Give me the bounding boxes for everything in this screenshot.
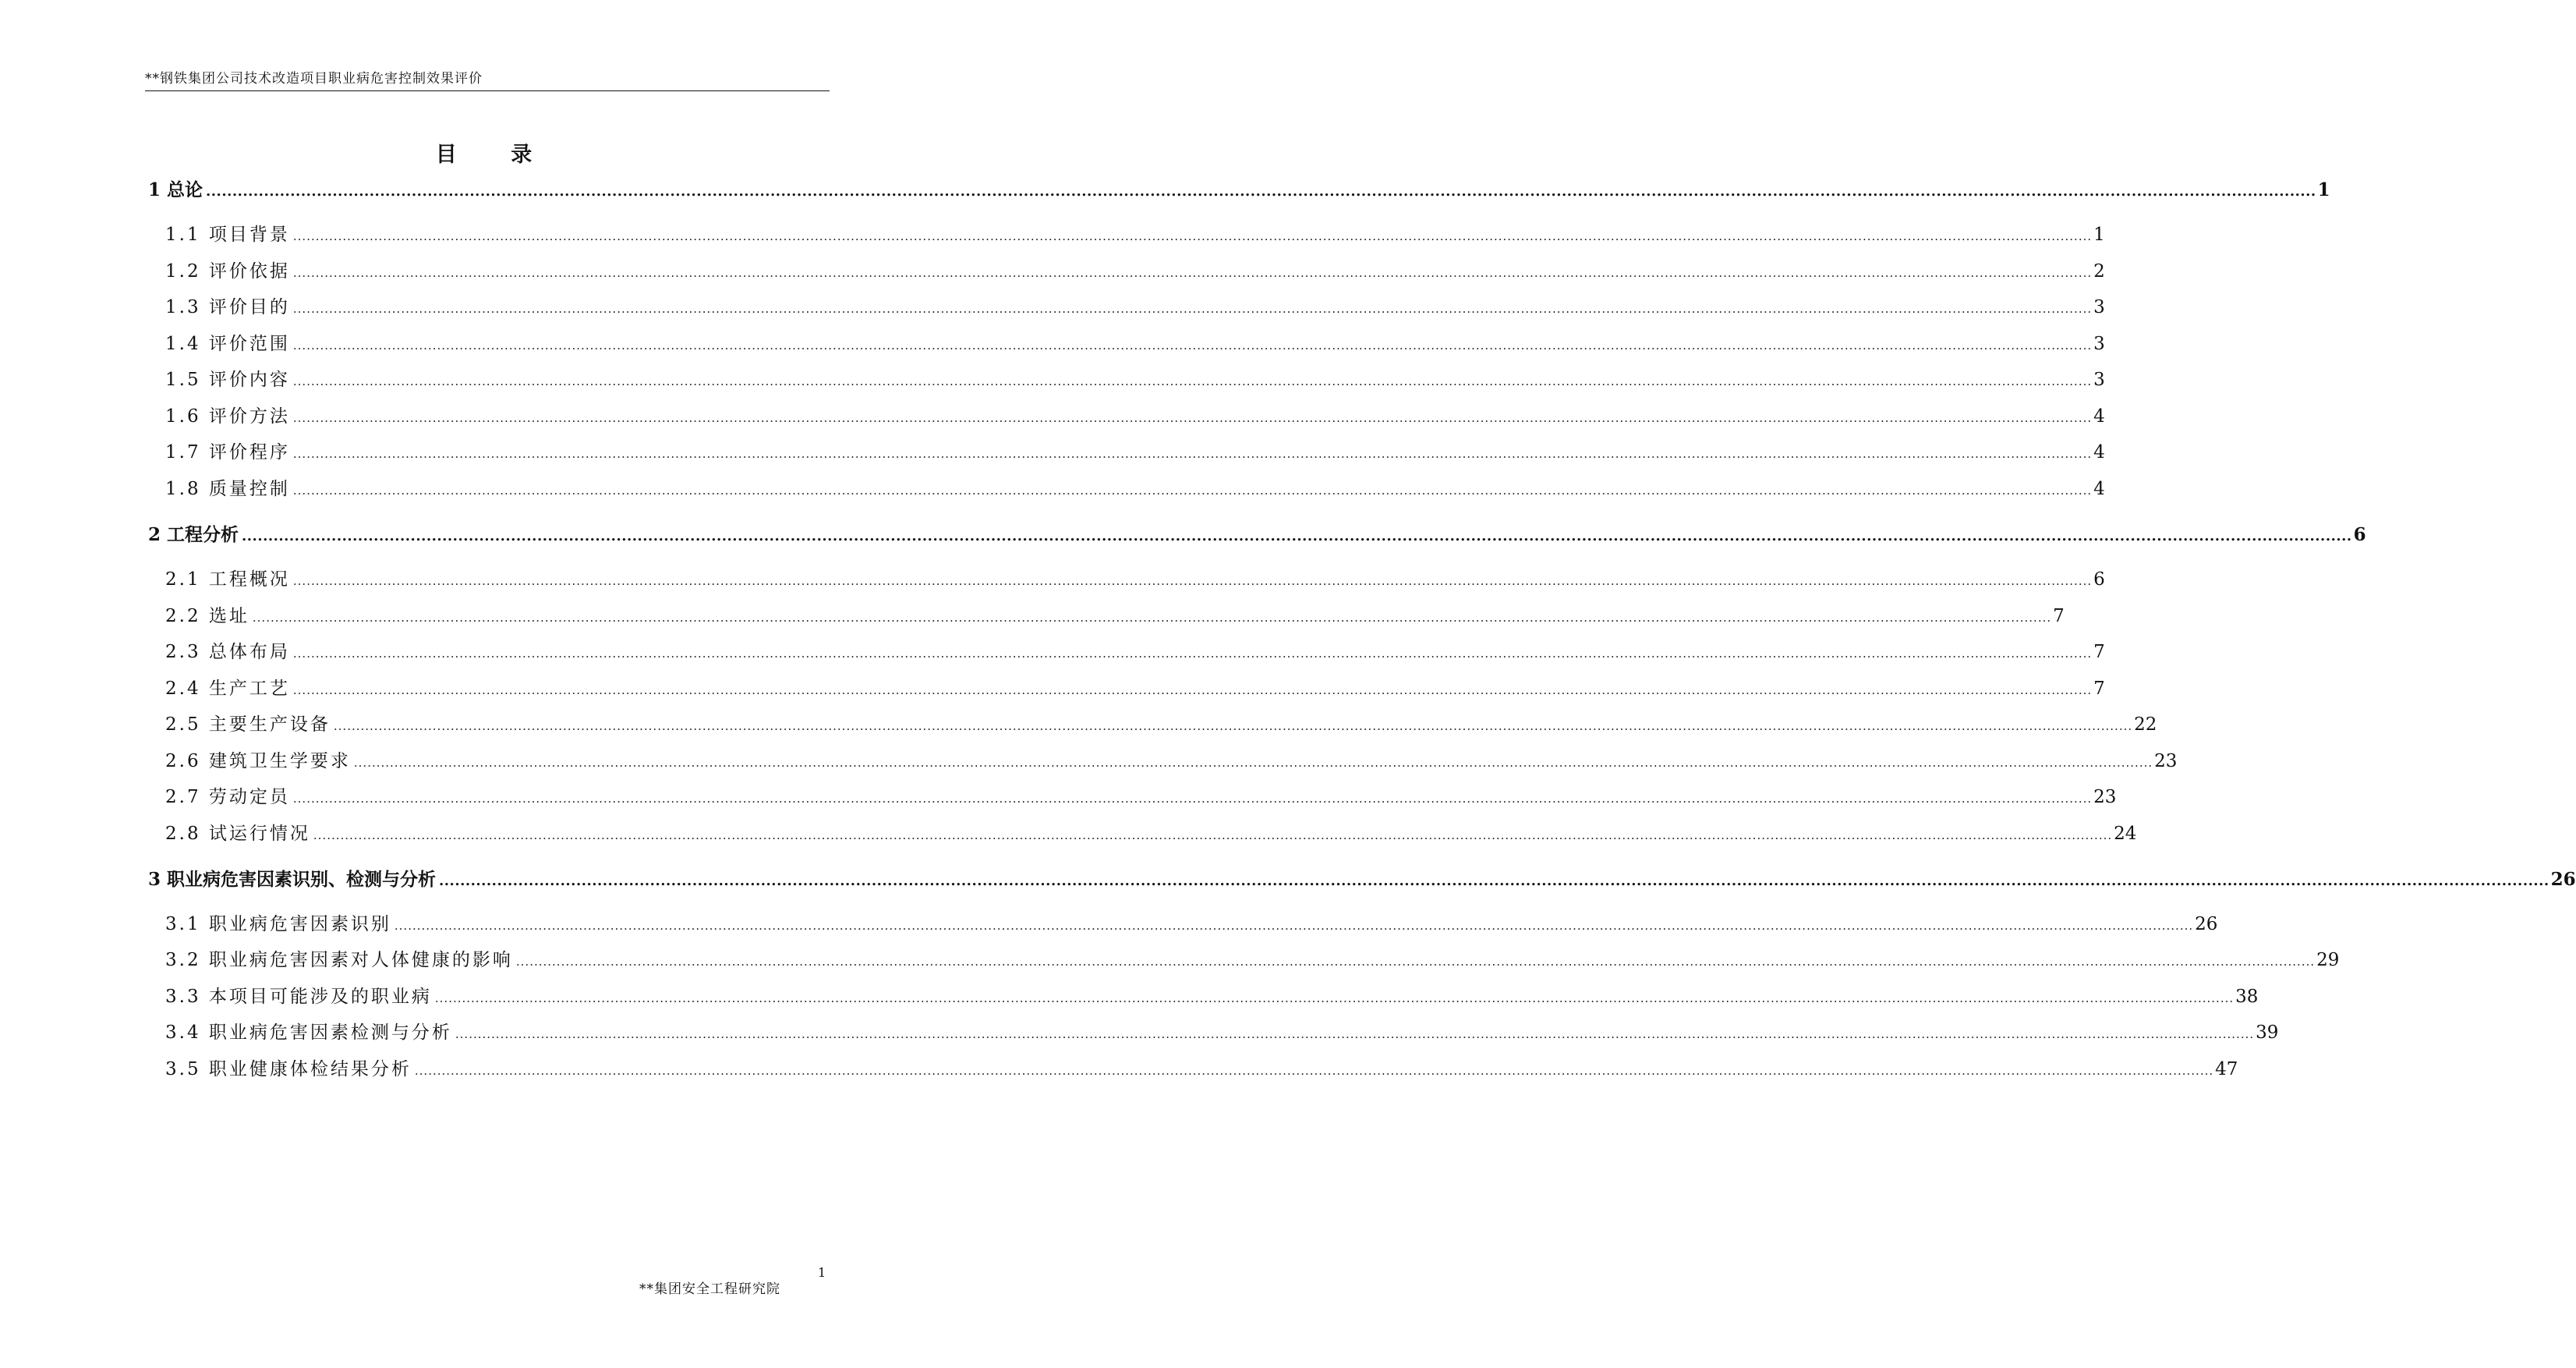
page-number: 1	[818, 1265, 826, 1280]
toc-entry-label: 3.4 职业病危害因素检测与分析	[165, 1022, 452, 1043]
toc-entry-label: 3 职业病危害因素识别、检测与分析	[148, 869, 437, 890]
toc-entry-label: 2.7 劳动定员	[165, 787, 290, 807]
dot-leader: ................................................................................................................................................................................................................................................................................................................................................................................................................	[292, 647, 2093, 661]
dot-leader: ................................................................................................................................................................................................................................................................................................................................................................................................................	[252, 611, 2052, 625]
toc-entry-label: 1.6 评价方法	[165, 406, 290, 427]
toc-section-entry[interactable]	[165, 606, 2065, 626]
toc-entry-page-number: 38	[2235, 987, 2259, 1007]
toc-entry-label: 2.6 建筑卫生学要求	[165, 751, 351, 771]
toc-entry-page-number: 1	[2317, 179, 2330, 200]
toc-entry-page-number: 6	[2353, 524, 2366, 545]
dot-leader: ................................................................................................................................................................................................................................................................................................................................................................................................................	[292, 338, 2093, 353]
toc-entry-page-number: 3	[2093, 334, 2105, 354]
toc-section-entry[interactable]	[165, 1022, 2279, 1043]
toc-entry-label: 3.5 职业健康体检结果分析	[165, 1059, 412, 1079]
toc-entry-page-number: 3	[2093, 370, 2105, 390]
dot-leader: ................................................................................................................................................................................................................................................................................................................................................................................................................	[292, 447, 2093, 461]
toc-chapter-entry[interactable]	[148, 869, 2576, 890]
toc-entry-page-number: 26	[2195, 914, 2218, 934]
toc-entry-page-number: 7	[2053, 606, 2065, 626]
dot-leader: ................................................................................................................................................................................................................................................................................................................................................................................................................	[455, 1027, 2255, 1041]
toc-entry-page-number: 22	[2134, 714, 2157, 735]
dot-leader: ................................................................................................................................................................................................................................................................................................................................................................................................................	[434, 991, 2235, 1005]
toc-section-entry[interactable]	[165, 569, 2105, 590]
dot-leader: ................................................................................................................................................................................................................................................................................................................................................................................................................	[414, 1064, 2214, 1078]
toc-entry-page-number: 47	[2215, 1059, 2238, 1079]
toc-entry-page-number: 39	[2256, 1022, 2279, 1043]
dot-leader: ................................................................................................................................................................................................................................................................................................................................................................................................................	[313, 828, 2113, 842]
dot-leader: ................................................................................................................................................................................................................................................................................................................................................................................................................	[292, 229, 2093, 243]
toc-section-entry[interactable]	[165, 987, 2259, 1007]
toc-section-entry[interactable]	[165, 1059, 2238, 1079]
toc-entry-page-number: 1	[2093, 225, 2105, 245]
toc-section-entry[interactable]	[165, 479, 2105, 499]
toc-entry-page-number: 23	[2093, 787, 2117, 807]
toc-section-entry[interactable]	[165, 370, 2105, 390]
toc-entry-label: 2.8 试运行情况	[165, 824, 310, 844]
dot-leader: ................................................................................................................................................................................................................................................................................................................................................................................................................	[353, 756, 2153, 770]
page-header	[145, 69, 830, 91]
toc-entry-page-number: 24	[2114, 824, 2137, 844]
dot-leader: ................................................................................................................................................................................................................................................................................................................................................................................................................	[292, 484, 2093, 498]
toc-entry-label: 2.4 生产工艺	[165, 679, 290, 699]
toc-entry-label: 1 总论	[148, 179, 203, 200]
dot-leader: ................................................................................................................................................................................................................................................................................................................................................................................................................	[292, 792, 2093, 806]
toc-entry-label: 3.1 职业病危害因素识别	[165, 914, 391, 934]
toc-entry-label: 1.5 评价内容	[165, 370, 290, 390]
toc-section-entry[interactable]	[165, 950, 2340, 970]
toc-entry-label: 2.5 主要生产设备	[165, 714, 331, 735]
toc-entry-label: 1.1 项目背景	[165, 225, 290, 245]
toc-entry-label: 1.4 评价范围	[165, 334, 290, 354]
dot-leader: ................................................................................................................................................................................................................................................................................................................................................................................................................	[292, 574, 2093, 588]
toc-section-entry[interactable]	[165, 261, 2105, 282]
toc-entry-label: 2.2 选址	[165, 606, 249, 626]
toc-entry-page-number: 26	[2550, 869, 2576, 890]
toc-section-entry[interactable]	[165, 334, 2105, 354]
dot-leader: ................................................................................................................................................................................................................................................................................................................................................................................................................	[206, 183, 2316, 200]
toc-entry-page-number: 7	[2093, 679, 2105, 699]
toc-section-entry[interactable]	[165, 406, 2105, 427]
toc-entry-page-number: 23	[2154, 751, 2178, 771]
toc-section-entry[interactable]	[165, 225, 2105, 245]
toc-entry-page-number: 6	[2093, 569, 2105, 590]
toc-section-entry[interactable]	[165, 751, 2178, 771]
toc-entry-page-number: 4	[2093, 406, 2105, 427]
toc-entry-page-number: 4	[2093, 442, 2105, 462]
dot-leader: ................................................................................................................................................................................................................................................................................................................................................................................................................	[242, 528, 2352, 544]
toc-section-entry[interactable]	[165, 914, 2218, 934]
toc-entry-page-number: 29	[2316, 950, 2340, 970]
dot-leader: ................................................................................................................................................................................................................................................................................................................................................................................................................	[292, 266, 2093, 280]
toc-entry-label: 1.2 评价依据	[165, 261, 290, 282]
dot-leader: ................................................................................................................................................................................................................................................................................................................................................................................................................	[394, 919, 2194, 933]
toc-entry-page-number: 2	[2093, 261, 2105, 282]
toc-title: 目 录	[435, 143, 556, 167]
toc-entry-page-number: 4	[2093, 479, 2105, 499]
toc-entry-label: 1.7 评价程序	[165, 442, 290, 462]
dot-leader: ................................................................................................................................................................................................................................................................................................................................................................................................................	[292, 302, 2093, 316]
toc-chapter-entry[interactable]	[148, 179, 2330, 200]
header-title: **钢铁集团公司技术改造项目职业病危害控制效果评价	[145, 71, 483, 87]
dot-leader: ................................................................................................................................................................................................................................................................................................................................................................................................................	[515, 955, 2316, 969]
toc-section-entry[interactable]	[165, 442, 2105, 462]
toc-entry-label: 2.1 工程概况	[165, 569, 290, 590]
toc-entry-label: 3.3 本项目可能涉及的职业病	[165, 987, 432, 1007]
footer-organization: **集团安全工程研究院	[639, 1281, 780, 1297]
dot-leader: ................................................................................................................................................................................................................................................................................................................................................................................................................	[292, 411, 2093, 425]
toc-entry-label: 1.3 评价目的	[165, 297, 290, 317]
dot-leader: ................................................................................................................................................................................................................................................................................................................................................................................................................	[439, 873, 2549, 889]
toc-entry-label: 2 工程分析	[148, 524, 239, 545]
toc-chapter-entry[interactable]	[148, 524, 2366, 545]
dot-leader: ................................................................................................................................................................................................................................................................................................................................................................................................................	[292, 374, 2093, 388]
toc-section-entry[interactable]	[165, 679, 2105, 699]
toc-section-entry[interactable]	[165, 824, 2137, 844]
toc-entry-page-number: 7	[2093, 642, 2105, 662]
toc-entry-label: 3.2 职业病危害因素对人体健康的影响	[165, 950, 513, 970]
toc-section-entry[interactable]	[165, 714, 2157, 735]
dot-leader: ................................................................................................................................................................................................................................................................................................................................................................................................................	[333, 719, 2133, 733]
toc-entry-label: 1.8 质量控制	[165, 479, 290, 499]
toc-section-entry[interactable]	[165, 787, 2117, 807]
toc-entry-page-number: 3	[2093, 297, 2105, 317]
toc-section-entry[interactable]	[165, 297, 2105, 317]
toc-entry-label: 2.3 总体布局	[165, 642, 290, 662]
dot-leader: ................................................................................................................................................................................................................................................................................................................................................................................................................	[292, 683, 2093, 697]
toc-section-entry[interactable]	[165, 642, 2105, 662]
